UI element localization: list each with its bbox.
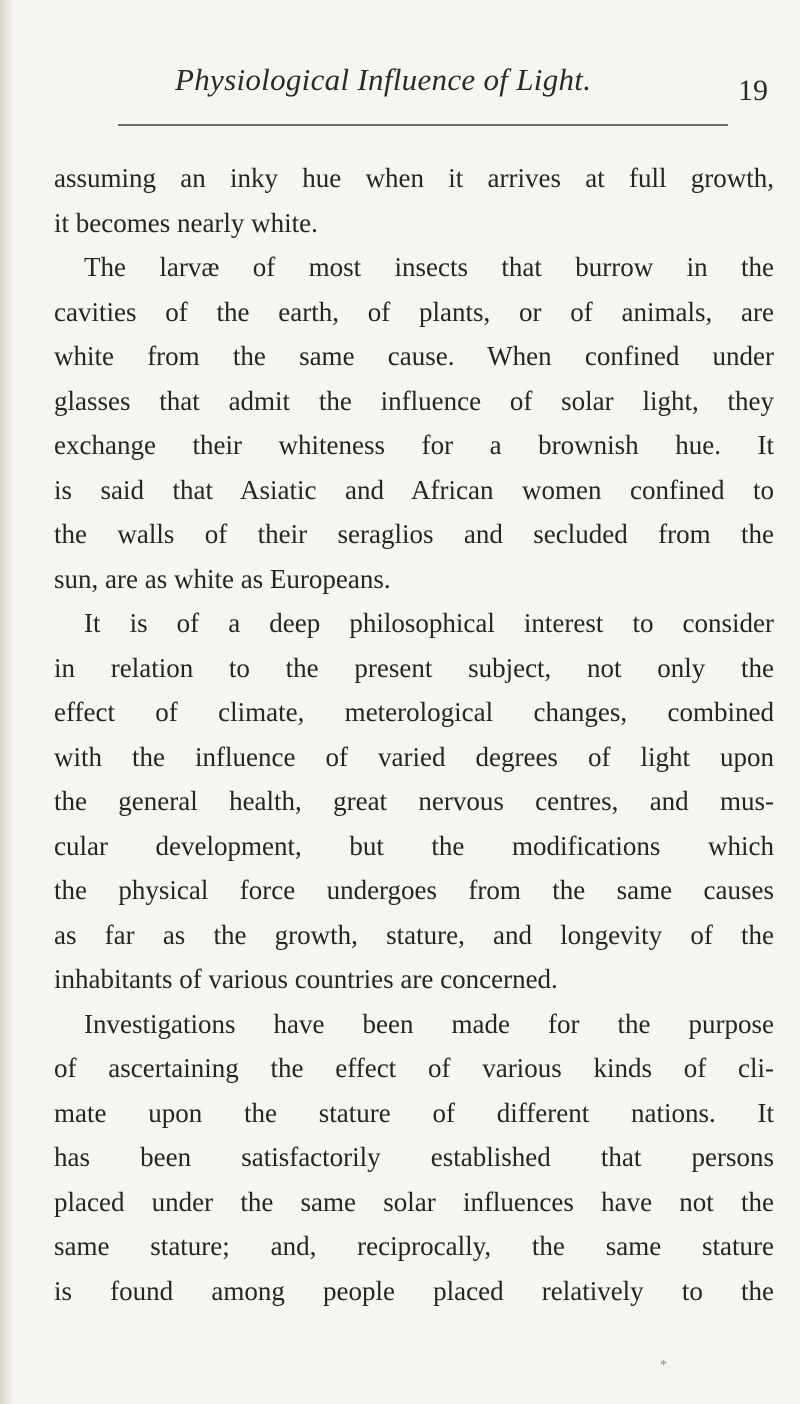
text-line: assuming an inky hue when it arrives at full growth, [54,163,774,193]
page-number: 19 [738,74,768,107]
text-line: is said that Asiatic and African women confined to [54,474,774,505]
text-line: the general health, great nervous centres, and mus- [54,786,774,816]
header-rule [118,124,728,126]
text-line: mate upon the stature of different nations. It [54,1097,774,1128]
text-line: inhabitants of various countries are concerned. [54,964,558,994]
text-line: placed under the same solar influences have not the [54,1186,774,1217]
page-mark: * [660,1358,667,1373]
text-line: has been satisfactorily established that persons [54,1142,774,1172]
text-line: effect of climate, meterological changes, combined [54,697,774,727]
text-line: cular development, but the modifications which [54,830,774,861]
text-line: the physical force undergoes from the same causes [54,875,774,905]
text-line: Investigations have been made for the purpose [84,1008,774,1039]
body-text [54,156,774,1313]
text-line: exchange their whiteness for a brownish hue. It [54,430,774,460]
page-gutter [0,0,14,1404]
text-line: same stature; and, reciprocally, the same stature [54,1231,774,1261]
text-line: of ascertaining the effect of various kinds of cli- [54,1053,774,1083]
text-line: as far as the growth, stature, and longevity of the [54,919,774,950]
running-title: Physiological Influence of Light. [175,62,592,97]
text-line: sun, are as white as Europeans. [54,563,391,594]
text-line: The larvæ of most insects that burrow in the [84,252,774,282]
text-line: with the influence of varied degrees of light upon [54,741,774,772]
text-line: in relation to the present subject, not only the [54,652,774,683]
text-line: white from the same cause. When confined under [54,341,774,371]
text-line: it becomes nearly white. [54,207,318,238]
text-line: the walls of their seraglios and secluded from the [54,519,774,549]
text-line: is found among people placed relatively to the [54,1275,774,1306]
text-line: glasses that admit the influence of solar light, they [54,385,774,416]
text-line: It is of a deep philosophical interest to consider [84,608,774,638]
text-line: cavities of the earth, of plants, or of animals, are [54,296,774,327]
